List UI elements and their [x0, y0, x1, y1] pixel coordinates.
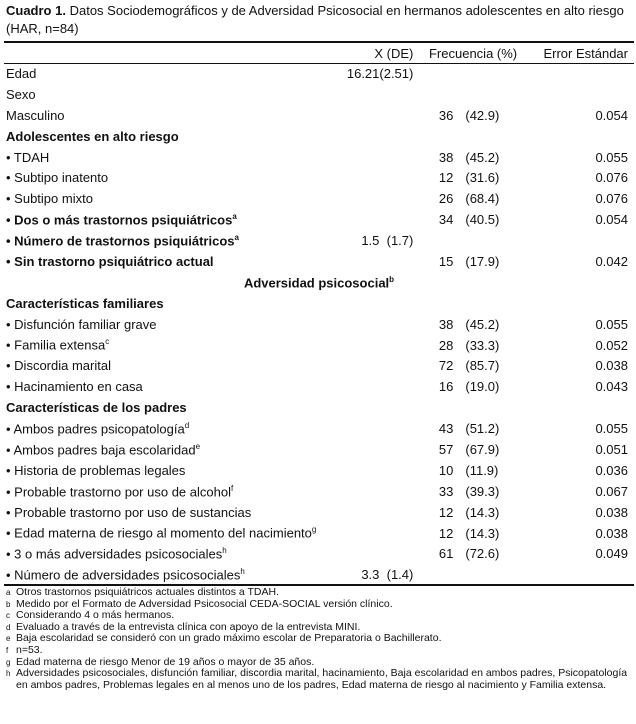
table-row	[4, 439, 634, 460]
frequency-cell	[413, 230, 453, 251]
percent-cell: (42.9)	[465, 107, 500, 123]
row-label: • Ambos padres psicopatología	[6, 421, 185, 437]
mean-sd-cell	[316, 523, 413, 544]
table-row	[4, 188, 634, 209]
frequency-cell: 38	[438, 149, 454, 165]
table-row	[4, 293, 634, 314]
footnote-marker: h	[240, 567, 245, 577]
table-row	[4, 84, 634, 105]
mean-sd-cell	[316, 251, 413, 272]
row-label: • Probable trastorno por uso de sustancias	[6, 504, 252, 520]
table-row	[4, 564, 634, 585]
table-row	[4, 314, 634, 335]
mean-sd-cell	[316, 105, 413, 126]
mean-sd-cell: 16.21(2.51)	[346, 65, 414, 81]
standard-error-cell: 0.067	[595, 483, 628, 499]
table-row	[4, 523, 634, 544]
caption-text: Datos Sociodemográficos y de Adversidad Psicosocial en hermanos adolescentes en alto riesgo (HAR, n=84)	[6, 3, 624, 36]
footnote-marker: g	[6, 657, 11, 667]
header-frequency: Frecuencia (%)	[428, 45, 518, 61]
percent-cell: (33.3)	[465, 337, 500, 353]
footnotes	[6, 587, 632, 691]
standard-error-cell: 0.049	[595, 546, 628, 562]
percent-cell: (67.9)	[465, 441, 500, 457]
footnote-marker: c	[6, 611, 10, 621]
row-label: Sexo	[6, 86, 36, 102]
footnote-marker: h	[6, 669, 11, 679]
frequency-cell: 38	[438, 316, 454, 332]
standard-error-cell: 0.043	[595, 379, 628, 395]
header-rule	[4, 63, 634, 64]
footnote-marker: f	[230, 483, 234, 493]
standard-error-cell	[521, 564, 634, 585]
footnote-marker: d	[184, 420, 190, 430]
standard-error-cell: 0.038	[595, 504, 628, 520]
percent-cell: (17.9)	[465, 253, 500, 269]
header-xde: X (DE)	[374, 45, 414, 61]
table-row	[4, 481, 634, 502]
frequency-cell: 43	[438, 421, 454, 437]
footnote-marker: a	[6, 588, 11, 597]
frequency-cell: 26	[438, 191, 454, 207]
table-row	[4, 460, 634, 481]
frequency-cell: 57	[438, 441, 454, 457]
footnote	[6, 633, 632, 645]
row-label: • 3 o más adversidades psicosociales	[6, 546, 223, 562]
percent-cell: (51.2)	[465, 421, 500, 437]
footnote-marker: f	[6, 645, 9, 655]
table-row	[4, 543, 634, 564]
table-row	[4, 335, 634, 356]
table-row	[4, 209, 634, 230]
footnote-marker: g	[311, 525, 317, 535]
footnote	[6, 645, 632, 657]
standard-error-cell: 0.055	[595, 316, 628, 332]
footnote	[6, 668, 632, 691]
row-label: • Sin trastorno psiquiátrico actual	[6, 253, 214, 269]
row-label: • Subtipo inatento	[6, 170, 109, 186]
mean-sd-cell: 1.5 (1.7)	[361, 233, 414, 249]
row-label: • Disfunción familiar grave	[6, 316, 157, 332]
table-row	[4, 147, 634, 168]
standard-error-cell: 0.042	[595, 253, 628, 269]
mean-sd-cell	[316, 335, 413, 356]
percent-cell	[453, 230, 521, 251]
standard-error-cell: 0.051	[595, 441, 628, 457]
footnote-text: Otros trastornos psiquiátricos actuales distintos a TDAH.	[16, 586, 279, 598]
table-row	[4, 355, 634, 376]
row-label: • Probable trastorno por uso de alcohol	[6, 483, 231, 499]
standard-error-cell	[521, 230, 634, 251]
mean-sd-cell	[316, 481, 413, 502]
header-standard-error: Error Estándar	[543, 45, 628, 61]
percent-cell: (72.6)	[465, 546, 500, 562]
frequency-cell	[413, 564, 453, 585]
mean-sd-cell	[316, 418, 413, 439]
footnote-text: Baja escolaridad se consideró con un grado máximo escolar de Preparatoria o Bachillerato.	[16, 632, 442, 645]
mean-sd-cell	[316, 460, 413, 481]
percent-cell: (19.0)	[465, 379, 500, 395]
footnote-text: Medido por el Formato de Adversidad Psicosocial CEDA-SOCIAL versión clínico.	[16, 597, 393, 610]
frequency-cell: 72	[438, 358, 454, 374]
row-label: • Edad materna de riesgo al momento del nacimiento	[6, 525, 312, 541]
table-row	[4, 251, 634, 272]
standard-error-cell: 0.038	[595, 358, 628, 374]
table-row	[4, 397, 634, 418]
standard-error-cell: 0.054	[595, 212, 628, 228]
percent-cell: (45.2)	[465, 316, 500, 332]
header-row	[4, 43, 634, 63]
percent-cell: (14.3)	[465, 525, 500, 541]
standard-error-cell: 0.038	[595, 525, 628, 541]
frequency-cell: 10	[438, 462, 454, 478]
percent-cell: (14.3)	[465, 504, 500, 520]
standard-error-cell: 0.054	[595, 107, 628, 123]
mean-sd-cell	[316, 439, 413, 460]
footnote-text: Evaluado a través de la entrevista clínica con apoyo de la entrevista MINI.	[16, 620, 361, 633]
mean-sd-cell	[316, 355, 413, 376]
mean-sd-cell	[316, 84, 413, 105]
percent-cell: (31.6)	[465, 170, 500, 186]
footnote-marker: b	[6, 599, 11, 609]
footnote-marker: e	[195, 441, 201, 451]
row-label: • Número de adversidades psicosociales	[6, 567, 241, 583]
percent-cell: (40.5)	[465, 212, 500, 228]
mean-sd-cell	[316, 376, 413, 397]
standard-error-cell	[521, 63, 634, 84]
footnote-marker: c	[105, 337, 110, 347]
section-heading: Adolescentes en alto riesgo	[6, 128, 179, 144]
row-label: • Discordia marital	[6, 358, 111, 374]
footnote-text: n=53.	[16, 643, 43, 656]
section-heading: Características familiares	[6, 295, 164, 311]
section-heading: Características de los padres	[6, 400, 187, 416]
standard-error-cell: 0.076	[595, 191, 628, 207]
row-label: • Número de trastornos psiquiátricos	[6, 233, 235, 249]
footnote-marker: a	[234, 232, 239, 242]
row-label: Edad	[6, 65, 37, 81]
footnote-marker: d	[6, 622, 11, 632]
footnote-marker: e	[6, 634, 11, 644]
percent-cell: (11.9)	[465, 462, 499, 478]
percent-cell	[453, 63, 521, 84]
standard-error-cell	[521, 84, 634, 105]
frequency-cell	[413, 84, 453, 105]
mean-sd-cell	[316, 209, 413, 230]
table-row	[4, 502, 634, 523]
frequency-cell: 36	[438, 107, 454, 123]
standard-error-cell: 0.055	[595, 421, 628, 437]
table-row	[4, 167, 634, 188]
percent-cell: (68.4)	[465, 191, 500, 207]
standard-error-cell: 0.036	[595, 462, 628, 478]
percent-cell: (85.7)	[465, 358, 500, 374]
frequency-cell: 34	[438, 212, 454, 228]
table-row	[4, 376, 634, 397]
table-row	[4, 230, 634, 251]
frequency-cell: 28	[438, 337, 454, 353]
row-label: • Hacinamiento en casa	[6, 379, 143, 395]
standard-error-cell: 0.052	[595, 337, 628, 353]
row-label: • Historia de problemas legales	[6, 462, 186, 478]
table-row	[4, 272, 634, 293]
caption-label: Cuadro 1.	[6, 3, 66, 18]
footnote-text: Considerando 4 o más hermanos.	[16, 609, 175, 622]
frequency-cell: 12	[438, 525, 454, 541]
frequency-cell: 15	[438, 253, 454, 269]
frequency-cell: 12	[438, 504, 454, 520]
percent-cell	[453, 84, 521, 105]
mean-sd-cell	[316, 188, 413, 209]
mean-sd-cell	[316, 314, 413, 335]
mean-sd-cell: 3.3 (1.4)	[361, 567, 414, 583]
frequency-cell: 12	[438, 170, 454, 186]
footnote-marker: b	[389, 274, 395, 284]
standard-error-cell: 0.055	[595, 149, 628, 165]
row-label: • Dos o más trastornos psiquiátricos	[6, 212, 233, 228]
footnote-text: Adversidades psicosociales, disfunción familiar, discordia marital, hacinamiento, Baja escolaridad en ambos padres, Psicopatología en ambos padres, Problemas legales en al menos uno de los padres, Edad materna de riesgo al nacimiento y Familia extensa.	[16, 667, 628, 691]
data-table	[4, 43, 634, 585]
footnote-marker: a	[232, 212, 237, 222]
mean-sd-cell	[316, 502, 413, 523]
footnote	[6, 587, 632, 599]
table-row	[4, 418, 634, 439]
footnote-text: Edad materna de riesgo Menor de 19 años o mayor de 35 años.	[16, 655, 315, 668]
mean-sd-cell	[316, 147, 413, 168]
section-heading: Adversidad psicosocial	[243, 275, 390, 291]
percent-cell: (39.3)	[465, 483, 500, 499]
table-row	[4, 105, 634, 126]
frequency-cell: 33	[438, 483, 454, 499]
row-label: • Subtipo mixto	[6, 191, 93, 207]
mean-sd-cell	[316, 167, 413, 188]
percent-cell: (45.2)	[465, 149, 500, 165]
percent-cell	[453, 564, 521, 585]
frequency-cell	[413, 63, 453, 84]
frequency-cell: 16	[438, 379, 454, 395]
row-label: • Familia extensa	[6, 337, 106, 353]
standard-error-cell: 0.076	[595, 170, 628, 186]
row-label: • TDAH	[6, 149, 50, 165]
table-row	[4, 126, 634, 147]
row-label: Masculino	[6, 107, 65, 123]
table-caption	[6, 2, 632, 38]
frequency-cell: 61	[438, 546, 454, 562]
footnote-marker: h	[222, 546, 227, 556]
row-label: • Ambos padres baja escolaridad	[6, 442, 196, 458]
mean-sd-cell	[316, 543, 413, 564]
table-row	[4, 63, 634, 84]
